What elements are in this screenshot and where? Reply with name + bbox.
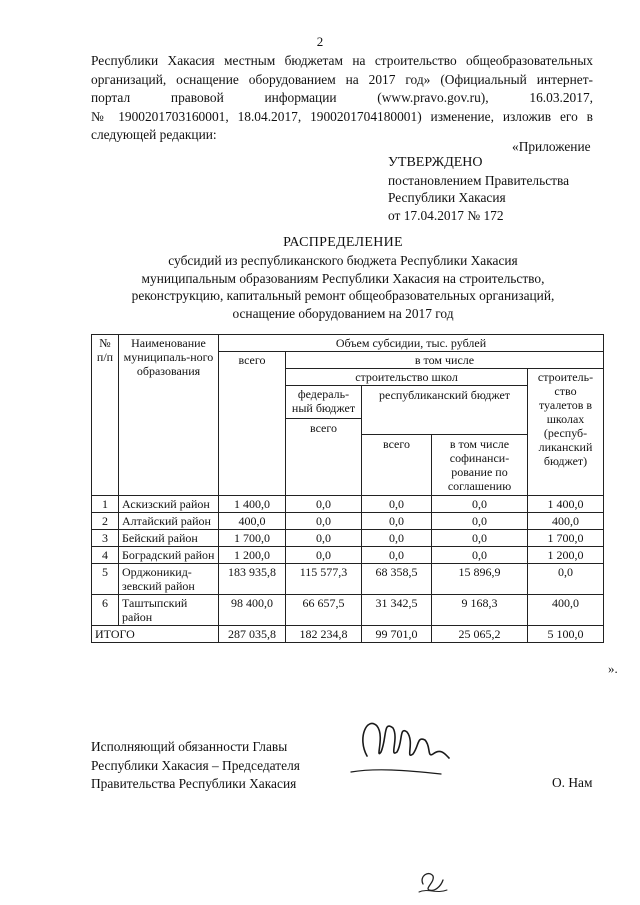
page-number: 2	[316, 34, 324, 49]
row-value-republican: 0,0	[362, 547, 432, 564]
intro-paragraph	[91, 52, 593, 145]
header-federal	[286, 386, 362, 496]
signature-title-line: Исполняющий обязанности Главы	[91, 739, 288, 754]
row-value-cofin: 0,0	[432, 530, 528, 547]
row-number: 1	[92, 496, 119, 513]
row-value-federal: 0,0	[286, 547, 362, 564]
row-number: 5	[92, 564, 119, 595]
subtitle-line: реконструкцию, капитальный ремонт общеобразовательных организаций,	[131, 288, 555, 303]
row-value-republican: 31 342,5	[362, 595, 432, 626]
row-value-federal: 66 657,5	[286, 595, 362, 626]
intro-line: Республики Хакасия местным бюджетам на строительство общеобразовательных	[91, 53, 593, 68]
table-row	[92, 496, 604, 513]
row-value-republican: 0,0	[362, 530, 432, 547]
row-value-federal: 0,0	[286, 513, 362, 530]
row-value-toilets: 1 400,0	[528, 496, 604, 513]
intro-line: № 1900201703160001, 18.04.2017, 1900201704180001) изменение, изложив его в	[91, 108, 593, 124]
subtitle-line: оснащение оборудованием на 2017 год	[232, 305, 454, 321]
row-value-toilets: 1 700,0	[528, 530, 604, 547]
header-name: Наименование муниципаль-ного образования	[119, 335, 219, 496]
row-value-republican: 68 358,5	[362, 564, 432, 595]
row-value-toilets: 400,0	[528, 595, 604, 626]
signature-title-line: Республики Хакасия – Председателя	[91, 757, 300, 773]
table-row	[92, 595, 604, 626]
row-value-republican: 0,0	[362, 496, 432, 513]
row-value-cofin: 15 896,9	[432, 564, 528, 595]
row-municipality: Орджоникид-зевский район	[119, 564, 219, 595]
row-value-total: 98 400,0	[219, 595, 286, 626]
subtitle-line: субсидий из республиканского бюджета Республики Хакасия	[168, 253, 518, 268]
row-municipality: Аскизский район	[119, 496, 219, 513]
row-value-federal: 0,0	[286, 496, 362, 513]
approval-heading: УТВЕРЖДЕНО	[388, 155, 483, 170]
approval-line: от 17.04.2017 № 172	[388, 207, 504, 223]
row-value-federal: 0,0	[286, 530, 362, 547]
row-number: 2	[92, 513, 119, 530]
row-value-cofin: 0,0	[432, 513, 528, 530]
row-number: 3	[92, 530, 119, 547]
total-value-republican: 99 701,0	[362, 626, 432, 643]
header-federal-label: федераль-ный бюджет	[291, 387, 356, 415]
signature-title-line: Правительства Республики Хакасия	[91, 776, 297, 791]
row-municipality: Таштыпский район	[119, 595, 219, 626]
initials-mark	[415, 866, 449, 896]
document-title: РАСПРЕДЕЛЕНИЕ	[283, 235, 403, 250]
row-value-total: 400,0	[219, 513, 286, 530]
row-value-toilets: 0,0	[528, 564, 604, 595]
appendix-label: «Приложение	[512, 139, 591, 154]
header-republican	[362, 386, 528, 496]
row-municipality: Бейский район	[119, 530, 219, 547]
total-value-total: 287 035,8	[219, 626, 286, 643]
row-value-cofin: 9 168,3	[432, 595, 528, 626]
document-subtitle	[0, 252, 640, 322]
intro-line: организаций, оснащение оборудованием на 2017 год» (Официальный интернет-	[91, 71, 593, 87]
total-value-federal: 182 234,8	[286, 626, 362, 643]
header-including: в том числе	[286, 352, 604, 369]
row-value-total: 1 400,0	[219, 496, 286, 513]
total-label: ИТОГО	[92, 626, 219, 643]
row-municipality: Алтайский район	[119, 513, 219, 530]
header-toilets: строитель-ство туалетов в школах (респуб-ликанский бюджет)	[528, 369, 604, 496]
subtitle-line: муниципальным образованиям Республики Хакасия на строительство,	[141, 270, 545, 286]
row-value-federal: 115 577,3	[286, 564, 362, 595]
header-republican-total: всего	[362, 435, 432, 495]
row-value-total: 1 200,0	[219, 547, 286, 564]
intro-line: портал правовой информации (www.pravo.gov.ru), 16.03.2017,	[91, 90, 593, 105]
row-number: 6	[92, 595, 119, 626]
signer-name: О. Нам	[552, 775, 593, 790]
row-value-cofin: 0,0	[432, 547, 528, 564]
header-cofinancing: в том числе софинанси-рование по соглашению	[447, 437, 512, 493]
signature-block	[91, 738, 300, 794]
approval-block	[388, 154, 569, 224]
row-value-total: 183 935,8	[219, 564, 286, 595]
header-school-construction: строительство школ	[286, 369, 528, 386]
handwritten-signature	[345, 708, 455, 790]
total-value-cofin: 25 065,2	[432, 626, 528, 643]
table-row	[92, 564, 604, 595]
distribution-table	[91, 334, 604, 643]
table-row	[92, 547, 604, 564]
approval-line: Республики Хакасия	[388, 190, 506, 205]
row-municipality: Боградский район	[119, 547, 219, 564]
row-value-cofin: 0,0	[432, 496, 528, 513]
closing-quote: ».	[608, 661, 618, 676]
header-federal-total: всего	[286, 418, 361, 463]
approval-line: постановлением Правительства	[388, 172, 570, 188]
header-total: всего	[219, 352, 286, 496]
row-value-republican: 0,0	[362, 513, 432, 530]
row-value-total: 1 700,0	[219, 530, 286, 547]
row-number: 4	[92, 547, 119, 564]
table-row	[92, 530, 604, 547]
header-num: № п/п	[92, 335, 119, 496]
row-value-toilets: 1 200,0	[528, 547, 604, 564]
table-row	[92, 513, 604, 530]
header-republican-label: республиканский бюджет	[378, 388, 511, 402]
total-value-toilets: 5 100,0	[528, 626, 604, 643]
total-row	[92, 626, 604, 643]
intro-line: следующей редакции:	[91, 127, 217, 142]
header-amount: Объем субсидии, тыс. рублей	[219, 335, 604, 352]
row-value-toilets: 400,0	[528, 513, 604, 530]
